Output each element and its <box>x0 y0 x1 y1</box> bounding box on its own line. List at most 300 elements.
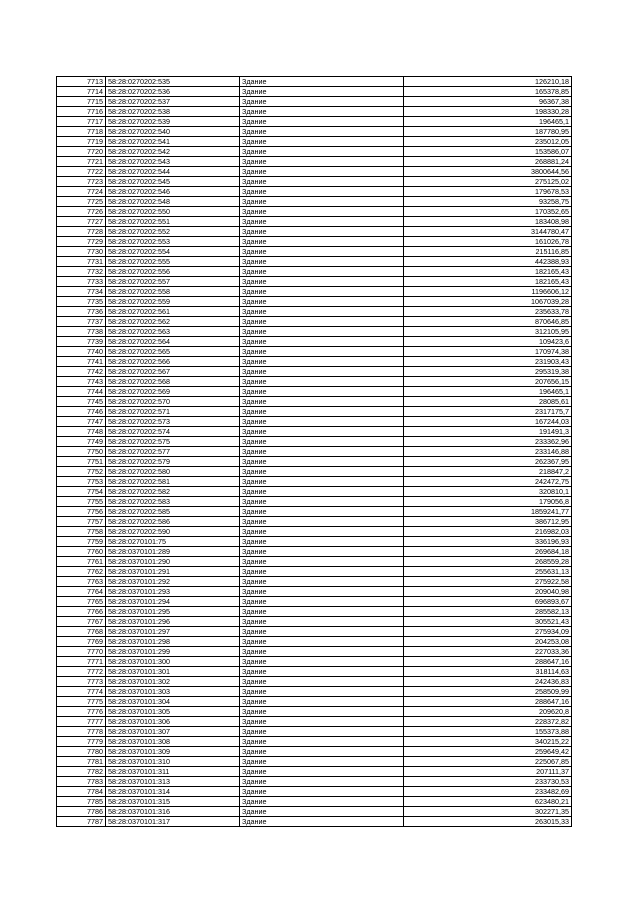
cadastral-number-cell: 58:28:0270202:536 <box>106 87 240 97</box>
table-row <box>57 647 572 657</box>
object-type-cell: Здание <box>240 247 404 257</box>
row-number-cell: 7735 <box>57 297 106 307</box>
row-number-cell: 7717 <box>57 117 106 127</box>
object-type-cell: Здание <box>240 117 404 127</box>
row-number-cell: 7738 <box>57 327 106 337</box>
cadastral-value-cell: 198330,28 <box>404 107 572 117</box>
object-type-cell: Здание <box>240 497 404 507</box>
table-row <box>57 637 572 647</box>
cadastral-value-cell: 209040,98 <box>404 587 572 597</box>
table-row <box>57 717 572 727</box>
cadastral-value-cell: 275934,09 <box>404 627 572 637</box>
object-type-cell: Здание <box>240 797 404 807</box>
cadastral-number-cell: 58:28:0370101:296 <box>106 617 240 627</box>
object-type-cell: Здание <box>240 107 404 117</box>
table-row <box>57 287 572 297</box>
table-row <box>57 277 572 287</box>
cadastral-number-cell: 58:28:0270202:556 <box>106 267 240 277</box>
cadastral-number-cell: 58:28:0270202:551 <box>106 217 240 227</box>
table-row <box>57 367 572 377</box>
object-type-cell: Здание <box>240 557 404 567</box>
cadastral-number-cell: 58:28:0270202:553 <box>106 237 240 247</box>
table-row <box>57 447 572 457</box>
cadastral-number-cell: 58:28:0370101:306 <box>106 717 240 727</box>
table-row <box>57 167 572 177</box>
table-row <box>57 787 572 797</box>
cadastral-value-cell: 275125,02 <box>404 177 572 187</box>
cadastral-number-cell: 58:28:0270202:580 <box>106 467 240 477</box>
cadastral-value-cell: 340215,22 <box>404 737 572 747</box>
row-number-cell: 7722 <box>57 167 106 177</box>
table-row <box>57 577 572 587</box>
object-type-cell: Здание <box>240 547 404 557</box>
cadastral-number-cell: 58:28:0270202:545 <box>106 177 240 187</box>
row-number-cell: 7760 <box>57 547 106 557</box>
cadastral-number-cell: 58:28:0270202:581 <box>106 477 240 487</box>
cadastral-value-cell: 28085,61 <box>404 397 572 407</box>
cadastral-value-cell: 218847,2 <box>404 467 572 477</box>
object-type-cell: Здание <box>240 607 404 617</box>
object-type-cell: Здание <box>240 817 404 827</box>
cadastral-number-cell: 58:28:0270202:571 <box>106 407 240 417</box>
object-type-cell: Здание <box>240 457 404 467</box>
table-row <box>57 417 572 427</box>
cadastral-value-cell: 109423,6 <box>404 337 572 347</box>
cadastral-value-cell: 623480,21 <box>404 797 572 807</box>
table-row <box>57 657 572 667</box>
cadastral-number-cell: 58:28:0270202:544 <box>106 167 240 177</box>
table-row <box>57 707 572 717</box>
cadastral-number-cell: 58:28:0270202:546 <box>106 187 240 197</box>
object-type-cell: Здание <box>240 527 404 537</box>
cadastral-value-cell: 268559,28 <box>404 557 572 567</box>
cadastral-value-cell: 93258,75 <box>404 197 572 207</box>
cadastral-value-cell: 275922,58 <box>404 577 572 587</box>
cadastral-value-cell: 1196606,12 <box>404 287 572 297</box>
object-type-cell: Здание <box>240 627 404 637</box>
cadastral-value-cell: 312105,95 <box>404 327 572 337</box>
cadastral-value-cell: 386712,95 <box>404 517 572 527</box>
cadastral-number-cell: 58:28:0270202:570 <box>106 397 240 407</box>
cadastral-number-cell: 58:28:0270202:577 <box>106 447 240 457</box>
cadastral-number-cell: 58:28:0370101:300 <box>106 657 240 667</box>
row-number-cell: 7726 <box>57 207 106 217</box>
cadastral-value-cell: 196465,1 <box>404 117 572 127</box>
cadastral-number-cell: 58:28:0370101:297 <box>106 627 240 637</box>
cadastral-value-cell: 161026,78 <box>404 237 572 247</box>
row-number-cell: 7782 <box>57 767 106 777</box>
object-type-cell: Здание <box>240 787 404 797</box>
cadastral-number-cell: 58:28:0270101:75 <box>106 537 240 547</box>
row-number-cell: 7787 <box>57 817 106 827</box>
cadastral-value-cell: 207111,37 <box>404 767 572 777</box>
object-type-cell: Здание <box>240 737 404 747</box>
row-number-cell: 7713 <box>57 77 106 87</box>
table-row <box>57 337 572 347</box>
table-row <box>57 727 572 737</box>
row-number-cell: 7736 <box>57 307 106 317</box>
table-row <box>57 377 572 387</box>
cadastral-value-cell: 255631,13 <box>404 567 572 577</box>
table-row <box>57 267 572 277</box>
object-type-cell: Здание <box>240 337 404 347</box>
table-row <box>57 497 572 507</box>
cadastral-value-cell: 231903,43 <box>404 357 572 367</box>
table-row <box>57 327 572 337</box>
row-number-cell: 7768 <box>57 627 106 637</box>
cadastral-value-cell: 305521,43 <box>404 617 572 627</box>
cadastral-number-cell: 58:28:0370101:294 <box>106 597 240 607</box>
object-type-cell: Здание <box>240 567 404 577</box>
table-row <box>57 817 572 827</box>
table-row <box>57 687 572 697</box>
cadastral-number-cell: 58:28:0270202:566 <box>106 357 240 367</box>
cadastral-value-cell: 696893,67 <box>404 597 572 607</box>
row-number-cell: 7752 <box>57 467 106 477</box>
object-type-cell: Здание <box>240 297 404 307</box>
cadastral-value-cell: 242436,83 <box>404 677 572 687</box>
cadastral-number-cell: 58:28:0270202:579 <box>106 457 240 467</box>
cadastral-value-cell: 288647,16 <box>404 697 572 707</box>
cadastral-number-cell: 58:28:0270202:548 <box>106 197 240 207</box>
object-type-cell: Здание <box>240 717 404 727</box>
cadastral-value-cell: 170352,65 <box>404 207 572 217</box>
cadastral-value-table <box>56 76 572 827</box>
cadastral-value-cell: 258509,99 <box>404 687 572 697</box>
table-row <box>57 397 572 407</box>
object-type-cell: Здание <box>240 807 404 817</box>
row-number-cell: 7715 <box>57 97 106 107</box>
table-row <box>57 757 572 767</box>
cadastral-value-cell: 225067,85 <box>404 757 572 767</box>
table-row <box>57 107 572 117</box>
table-row <box>57 227 572 237</box>
cadastral-value-cell: 262367,95 <box>404 457 572 467</box>
cadastral-number-cell: 58:28:0370101:290 <box>106 557 240 567</box>
object-type-cell: Здание <box>240 127 404 137</box>
cadastral-number-cell: 58:28:0270202:557 <box>106 277 240 287</box>
cadastral-number-cell: 58:28:0370101:302 <box>106 677 240 687</box>
table-row <box>57 217 572 227</box>
table-row <box>57 617 572 627</box>
row-number-cell: 7764 <box>57 587 106 597</box>
cadastral-number-cell: 58:28:0370101:316 <box>106 807 240 817</box>
object-type-cell: Здание <box>240 237 404 247</box>
object-type-cell: Здание <box>240 87 404 97</box>
table-row <box>57 797 572 807</box>
object-type-cell: Здание <box>240 657 404 667</box>
table-row <box>57 517 572 527</box>
cadastral-number-cell: 58:28:0270202:586 <box>106 517 240 527</box>
cadastral-number-cell: 58:28:0270202:582 <box>106 487 240 497</box>
object-type-cell: Здание <box>240 97 404 107</box>
cadastral-value-cell: 318114,63 <box>404 667 572 677</box>
object-type-cell: Здание <box>240 617 404 627</box>
row-number-cell: 7714 <box>57 87 106 97</box>
cadastral-value-cell: 3800644,56 <box>404 167 572 177</box>
row-number-cell: 7766 <box>57 607 106 617</box>
table-row <box>57 407 572 417</box>
object-type-cell: Здание <box>240 347 404 357</box>
cadastral-value-cell: 1859241,77 <box>404 507 572 517</box>
cadastral-value-cell: 233482,69 <box>404 787 572 797</box>
table-row <box>57 187 572 197</box>
cadastral-number-cell: 58:28:0270202:567 <box>106 367 240 377</box>
object-type-cell: Здание <box>240 507 404 517</box>
row-number-cell: 7785 <box>57 797 106 807</box>
table-row <box>57 597 572 607</box>
table-row <box>57 527 572 537</box>
table-row <box>57 437 572 447</box>
cadastral-value-cell: 182165,43 <box>404 267 572 277</box>
row-number-cell: 7725 <box>57 197 106 207</box>
object-type-cell: Здание <box>240 207 404 217</box>
row-number-cell: 7744 <box>57 387 106 397</box>
row-number-cell: 7734 <box>57 287 106 297</box>
cadastral-value-cell: 204253,08 <box>404 637 572 647</box>
row-number-cell: 7748 <box>57 427 106 437</box>
table-row <box>57 697 572 707</box>
row-number-cell: 7723 <box>57 177 106 187</box>
cadastral-value-cell: 167244,03 <box>404 417 572 427</box>
cadastral-value-cell: 227033,36 <box>404 647 572 657</box>
cadastral-value-cell: 233730,53 <box>404 777 572 787</box>
row-number-cell: 7749 <box>57 437 106 447</box>
table-row <box>57 587 572 597</box>
object-type-cell: Здание <box>240 517 404 527</box>
object-type-cell: Здание <box>240 137 404 147</box>
table-row <box>57 607 572 617</box>
cadastral-value-cell: 269684,18 <box>404 547 572 557</box>
table-row <box>57 777 572 787</box>
cadastral-value-cell: 259649,42 <box>404 747 572 757</box>
table-body <box>57 77 572 827</box>
row-number-cell: 7757 <box>57 517 106 527</box>
cadastral-number-cell: 58:28:0270202:539 <box>106 117 240 127</box>
object-type-cell: Здание <box>240 377 404 387</box>
row-number-cell: 7721 <box>57 157 106 167</box>
row-number-cell: 7732 <box>57 267 106 277</box>
table-row <box>57 237 572 247</box>
cadastral-number-cell: 58:28:0270202:568 <box>106 377 240 387</box>
table-row <box>57 87 572 97</box>
row-number-cell: 7745 <box>57 397 106 407</box>
cadastral-value-cell: 235633,78 <box>404 307 572 317</box>
row-number-cell: 7774 <box>57 687 106 697</box>
object-type-cell: Здание <box>240 287 404 297</box>
object-type-cell: Здание <box>240 387 404 397</box>
cadastral-number-cell: 58:28:0270202:590 <box>106 527 240 537</box>
row-number-cell: 7783 <box>57 777 106 787</box>
cadastral-number-cell: 58:28:0270202:550 <box>106 207 240 217</box>
table-row <box>57 507 572 517</box>
cadastral-value-cell: 2317175,7 <box>404 407 572 417</box>
table-row <box>57 737 572 747</box>
object-type-cell: Здание <box>240 197 404 207</box>
object-type-cell: Здание <box>240 407 404 417</box>
cadastral-value-cell: 3144780,47 <box>404 227 572 237</box>
object-type-cell: Здание <box>240 217 404 227</box>
object-type-cell: Здание <box>240 227 404 237</box>
cadastral-value-cell: 268881,24 <box>404 157 572 167</box>
row-number-cell: 7778 <box>57 727 106 737</box>
cadastral-value-cell: 207656,15 <box>404 377 572 387</box>
table-row <box>57 147 572 157</box>
cadastral-value-cell: 126210,18 <box>404 77 572 87</box>
cadastral-number-cell: 58:28:0370101:317 <box>106 817 240 827</box>
cadastral-value-cell: 170974,38 <box>404 347 572 357</box>
cadastral-value-cell: 285582,13 <box>404 607 572 617</box>
row-number-cell: 7742 <box>57 367 106 377</box>
table-row <box>57 297 572 307</box>
object-type-cell: Здание <box>240 167 404 177</box>
cadastral-number-cell: 58:28:0270202:555 <box>106 257 240 267</box>
row-number-cell: 7754 <box>57 487 106 497</box>
object-type-cell: Здание <box>240 317 404 327</box>
table-row <box>57 117 572 127</box>
object-type-cell: Здание <box>240 537 404 547</box>
cadastral-number-cell: 58:28:0270202:561 <box>106 307 240 317</box>
row-number-cell: 7751 <box>57 457 106 467</box>
cadastral-number-cell: 58:28:0370101:295 <box>106 607 240 617</box>
table-row <box>57 137 572 147</box>
cadastral-value-cell: 295319,38 <box>404 367 572 377</box>
table-row <box>57 357 572 367</box>
cadastral-value-cell: 179678,53 <box>404 187 572 197</box>
object-type-cell: Здание <box>240 267 404 277</box>
table-row <box>57 767 572 777</box>
cadastral-number-cell: 58:28:0370101:292 <box>106 577 240 587</box>
table-row <box>57 207 572 217</box>
table-row <box>57 547 572 557</box>
cadastral-number-cell: 58:28:0270202:565 <box>106 347 240 357</box>
cadastral-value-cell: 235012,05 <box>404 137 572 147</box>
row-number-cell: 7773 <box>57 677 106 687</box>
cadastral-number-cell: 58:28:0270202:543 <box>106 157 240 167</box>
table-row <box>57 197 572 207</box>
cadastral-number-cell: 58:28:0270202:537 <box>106 97 240 107</box>
object-type-cell: Здание <box>240 597 404 607</box>
cadastral-number-cell: 58:28:0370101:310 <box>106 757 240 767</box>
object-type-cell: Здание <box>240 187 404 197</box>
table-row <box>57 127 572 137</box>
object-type-cell: Здание <box>240 357 404 367</box>
object-type-cell: Здание <box>240 747 404 757</box>
table-row <box>57 247 572 257</box>
row-number-cell: 7784 <box>57 787 106 797</box>
cadastral-value-cell: 165378,85 <box>404 87 572 97</box>
row-number-cell: 7779 <box>57 737 106 747</box>
row-number-cell: 7743 <box>57 377 106 387</box>
cadastral-number-cell: 58:28:0370101:298 <box>106 637 240 647</box>
cadastral-value-cell: 233362,96 <box>404 437 572 447</box>
cadastral-value-cell: 336196,93 <box>404 537 572 547</box>
cadastral-value-cell: 182165,43 <box>404 277 572 287</box>
cadastral-value-cell: 155373,88 <box>404 727 572 737</box>
row-number-cell: 7761 <box>57 557 106 567</box>
row-number-cell: 7727 <box>57 217 106 227</box>
cadastral-number-cell: 58:28:0270202:554 <box>106 247 240 257</box>
row-number-cell: 7772 <box>57 667 106 677</box>
object-type-cell: Здание <box>240 147 404 157</box>
row-number-cell: 7718 <box>57 127 106 137</box>
table-row <box>57 537 572 547</box>
cadastral-number-cell: 58:28:0270202:583 <box>106 497 240 507</box>
cadastral-number-cell: 58:28:0370101:309 <box>106 747 240 757</box>
cadastral-number-cell: 58:28:0270202:552 <box>106 227 240 237</box>
cadastral-number-cell: 58:28:0370101:313 <box>106 777 240 787</box>
cadastral-number-cell: 58:28:0270202:542 <box>106 147 240 157</box>
object-type-cell: Здание <box>240 767 404 777</box>
row-number-cell: 7786 <box>57 807 106 817</box>
object-type-cell: Здание <box>240 727 404 737</box>
cadastral-number-cell: 58:28:0370101:314 <box>106 787 240 797</box>
object-type-cell: Здание <box>240 157 404 167</box>
row-number-cell: 7733 <box>57 277 106 287</box>
row-number-cell: 7769 <box>57 637 106 647</box>
cadastral-value-cell: 288647,16 <box>404 657 572 667</box>
cadastral-value-cell: 233146,88 <box>404 447 572 457</box>
table-row <box>57 317 572 327</box>
cadastral-number-cell: 58:28:0270202:559 <box>106 297 240 307</box>
row-number-cell: 7767 <box>57 617 106 627</box>
cadastral-number-cell: 58:28:0370101:308 <box>106 737 240 747</box>
object-type-cell: Здание <box>240 477 404 487</box>
cadastral-number-cell: 58:28:0270202:569 <box>106 387 240 397</box>
row-number-cell: 7763 <box>57 577 106 587</box>
row-number-cell: 7753 <box>57 477 106 487</box>
object-type-cell: Здание <box>240 777 404 787</box>
table-row <box>57 177 572 187</box>
object-type-cell: Здание <box>240 757 404 767</box>
cadastral-number-cell: 58:28:0270202:558 <box>106 287 240 297</box>
object-type-cell: Здание <box>240 417 404 427</box>
row-number-cell: 7719 <box>57 137 106 147</box>
cadastral-value-cell: 209620,8 <box>404 707 572 717</box>
object-type-cell: Здание <box>240 447 404 457</box>
row-number-cell: 7762 <box>57 567 106 577</box>
cadastral-number-cell: 58:28:0370101:307 <box>106 727 240 737</box>
row-number-cell: 7781 <box>57 757 106 767</box>
object-type-cell: Здание <box>240 637 404 647</box>
row-number-cell: 7730 <box>57 247 106 257</box>
row-number-cell: 7750 <box>57 447 106 457</box>
table-row <box>57 807 572 817</box>
cadastral-number-cell: 58:28:0270202:573 <box>106 417 240 427</box>
object-type-cell: Здание <box>240 647 404 657</box>
cadastral-value-cell: 196465,1 <box>404 387 572 397</box>
object-type-cell: Здание <box>240 77 404 87</box>
row-number-cell: 7728 <box>57 227 106 237</box>
object-type-cell: Здание <box>240 677 404 687</box>
cadastral-value-cell: 191491,3 <box>404 427 572 437</box>
row-number-cell: 7756 <box>57 507 106 517</box>
cadastral-value-cell: 302271,35 <box>404 807 572 817</box>
cadastral-number-cell: 58:28:0270202:538 <box>106 107 240 117</box>
cadastral-number-cell: 58:28:0370101:304 <box>106 697 240 707</box>
row-number-cell: 7741 <box>57 357 106 367</box>
table-row <box>57 667 572 677</box>
table-row <box>57 627 572 637</box>
row-number-cell: 7720 <box>57 147 106 157</box>
object-type-cell: Здание <box>240 177 404 187</box>
row-number-cell: 7729 <box>57 237 106 247</box>
table-row <box>57 567 572 577</box>
cadastral-value-cell: 242472,75 <box>404 477 572 487</box>
row-number-cell: 7771 <box>57 657 106 667</box>
object-type-cell: Здание <box>240 487 404 497</box>
object-type-cell: Здание <box>240 397 404 407</box>
